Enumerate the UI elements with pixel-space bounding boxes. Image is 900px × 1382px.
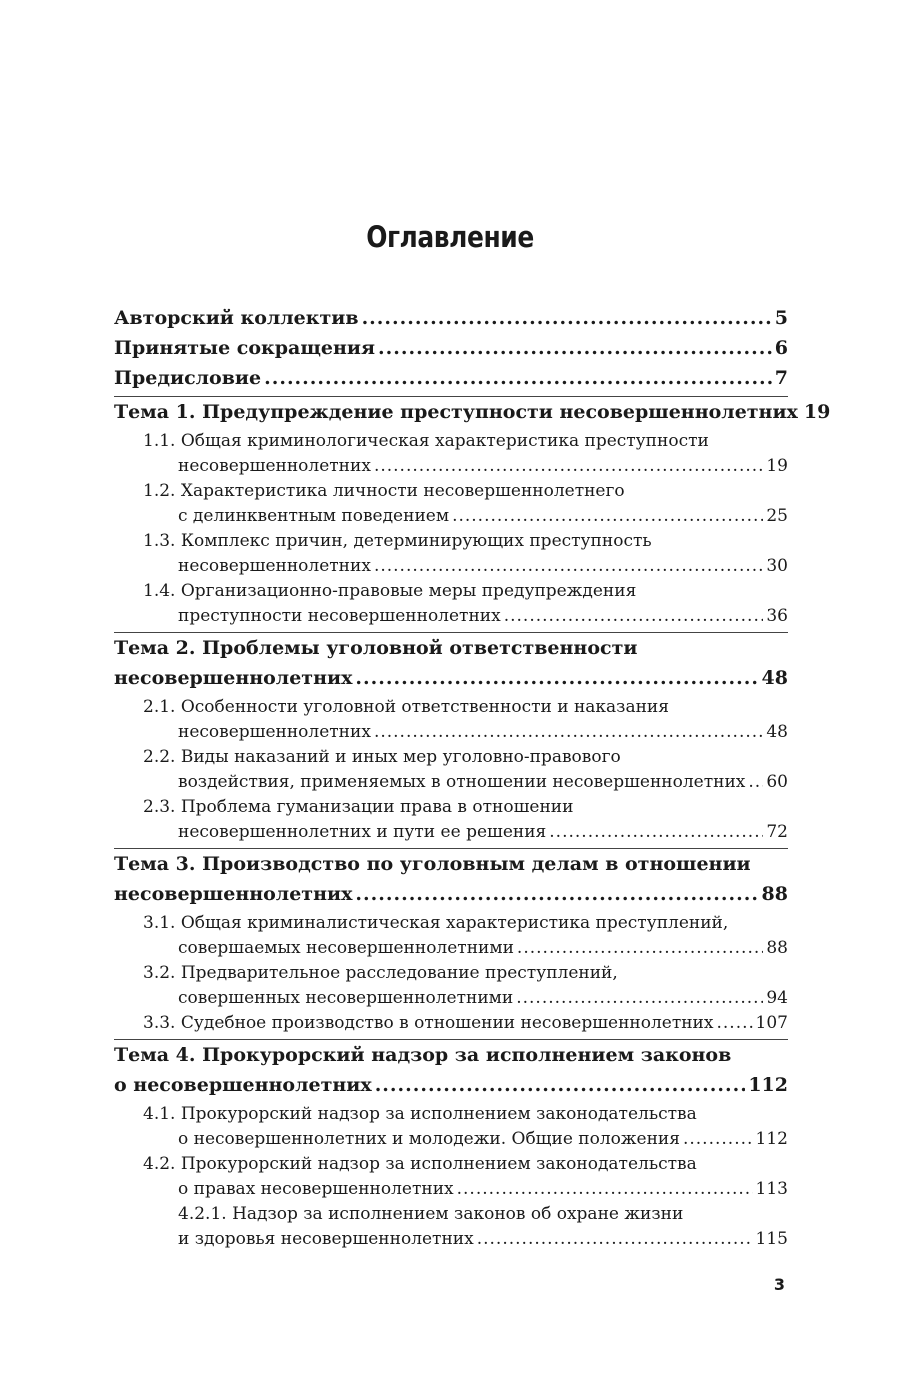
leader-dots bbox=[378, 333, 772, 363]
toc-page: 94 bbox=[766, 988, 788, 1008]
leader-dots bbox=[716, 1011, 752, 1036]
toc-page: 48 bbox=[761, 667, 788, 689]
toc-page: 107 bbox=[755, 1013, 788, 1033]
toc-page: 36 bbox=[766, 606, 788, 626]
leader-dots bbox=[683, 1127, 753, 1152]
toc-entry-title: о несовершеннолетних bbox=[114, 1074, 372, 1096]
toc-entry-line1: Тема 3. Производство по уголовным делам в отношении bbox=[114, 853, 751, 875]
toc-entry-abbreviations[interactable] bbox=[114, 333, 788, 363]
toc-subentry-1-1[interactable] bbox=[114, 429, 788, 479]
toc-subentry-1-3[interactable] bbox=[114, 529, 788, 579]
leader-dots bbox=[355, 879, 758, 909]
toc-subentry-line2: совершенных несовершеннолетними bbox=[178, 988, 514, 1008]
toc-page: 112 bbox=[755, 1129, 788, 1149]
toc-page: 19 bbox=[803, 401, 831, 423]
toc-page: 88 bbox=[766, 938, 788, 958]
toc-subentry-line2: о правах несовершеннолетних bbox=[178, 1179, 454, 1199]
toc-page: 25 bbox=[766, 506, 788, 526]
toc-topic-3[interactable] bbox=[114, 849, 788, 909]
leader-dots bbox=[549, 820, 763, 845]
toc-page: 60 bbox=[766, 772, 788, 792]
leader-dots bbox=[264, 363, 772, 393]
leader-dots bbox=[355, 663, 758, 693]
toc-subentry-line1: 1.4. Организационно-правовые меры предупреждения bbox=[143, 581, 637, 601]
toc-entry-title: Предисловие bbox=[114, 367, 262, 389]
toc-page: 48 bbox=[766, 722, 788, 742]
toc-subentry-line1: 1.3. Комплекс причин, детерминирующих преступность bbox=[143, 531, 652, 551]
toc-entry-authors[interactable] bbox=[114, 303, 788, 333]
toc-subentry-line1: 1.2. Характеристика личности несовершеннолетнего bbox=[143, 481, 625, 501]
toc-subentry-line2: совершаемых несовершеннолетними bbox=[178, 938, 514, 958]
toc-subentry-line1: 2.1. Особенности уголовной ответственности и наказания bbox=[143, 697, 669, 717]
toc-topic-2[interactable] bbox=[114, 633, 788, 693]
leader-dots bbox=[477, 1227, 753, 1252]
page-number: 3 bbox=[773, 1275, 785, 1294]
toc-subentry-3-2[interactable] bbox=[114, 961, 788, 1011]
toc-subentry-3-1[interactable] bbox=[114, 911, 788, 961]
toc-page: 115 bbox=[755, 1229, 788, 1249]
leader-dots bbox=[362, 303, 772, 333]
toc-subentry-2-1[interactable] bbox=[114, 695, 788, 745]
toc-entry-preface[interactable] bbox=[114, 363, 788, 393]
toc-entry-title: несовершеннолетних bbox=[114, 667, 353, 689]
leader-dots bbox=[374, 554, 763, 579]
toc-topic-4[interactable] bbox=[114, 1040, 788, 1100]
leader-dots bbox=[504, 604, 764, 629]
toc-subentry-line1: 2.3. Проблема гуманизации права в отношении bbox=[143, 797, 574, 817]
leader-dots bbox=[374, 720, 763, 745]
toc-subentry-line2: воздействия, применяемых в отношении несовершеннолетних bbox=[178, 772, 746, 792]
toc-subentry-4-2-1[interactable] bbox=[114, 1202, 788, 1252]
toc-page: 88 bbox=[761, 883, 788, 905]
toc-subentry-line1: 4.2.1. Надзор за исполнением законов об охране жизни bbox=[178, 1204, 684, 1224]
toc-subentry-line2: преступности несовершеннолетних bbox=[178, 606, 501, 626]
toc-subentry-4-1[interactable] bbox=[114, 1102, 788, 1152]
leader-dots bbox=[375, 1070, 746, 1100]
toc-subentry-line2: несовершеннолетних bbox=[178, 556, 371, 576]
toc-subentry-line2: несовершеннолетних bbox=[178, 722, 371, 742]
page-title: Оглавление bbox=[366, 220, 534, 254]
toc-topic-1[interactable] bbox=[114, 397, 831, 427]
toc-page: 7 bbox=[774, 367, 788, 389]
toc-subentry-line2: несовершеннолетних bbox=[178, 456, 371, 476]
toc-subentry-line2: 3.3. Судебное производство в отношении несовершеннолетних bbox=[143, 1013, 714, 1033]
toc-subentry-line1: 2.2. Виды наказаний и иных мер уголовно-правового bbox=[143, 747, 621, 767]
leader-dots bbox=[452, 504, 763, 529]
toc-subentry-line1: 3.1. Общая криминалистическая характеристика преступлений, bbox=[143, 913, 729, 933]
toc-subentry-line1: 4.1. Прокурорский надзор за исполнением законодательства bbox=[143, 1104, 697, 1124]
leader-dots bbox=[374, 454, 763, 479]
toc-subentry-2-2[interactable] bbox=[114, 745, 788, 795]
toc-page: 6 bbox=[774, 337, 788, 359]
toc-page: 113 bbox=[755, 1179, 788, 1199]
toc-subentry-3-3[interactable] bbox=[114, 1011, 788, 1036]
toc-subentry-line1: 3.2. Предварительное расследование преступлений, bbox=[143, 963, 618, 983]
leader-dots bbox=[517, 936, 763, 961]
toc-page: 5 bbox=[774, 307, 788, 329]
leader-dots bbox=[748, 770, 763, 795]
toc-entry-line1: Тема 2. Проблемы уголовной ответственности bbox=[114, 637, 638, 659]
toc-subentry-line2: несовершеннолетних и пути ее решения bbox=[178, 822, 547, 842]
toc-page: 72 bbox=[766, 822, 788, 842]
toc-page: 112 bbox=[748, 1074, 788, 1096]
toc-subentry-line1: 1.1. Общая криминологическая характеристика преступности bbox=[143, 431, 709, 451]
toc-subentry-2-3[interactable] bbox=[114, 795, 788, 845]
toc-page: 19 bbox=[766, 456, 788, 476]
toc-subentry-1-2[interactable] bbox=[114, 479, 788, 529]
toc-subentry-line2: о несовершеннолетних и молодежи. Общие положения bbox=[178, 1129, 680, 1149]
table-of-contents bbox=[114, 303, 831, 1254]
toc-subentry-line2: с делинквентным поведением bbox=[178, 506, 450, 526]
toc-subentry-1-4[interactable] bbox=[114, 579, 788, 629]
toc-page: 30 bbox=[766, 556, 788, 576]
toc-subentry-line2: и здоровья несовершеннолетних bbox=[178, 1229, 474, 1249]
toc-entry-title: Тема 1. Предупреждение преступности несовершеннолетних bbox=[114, 401, 798, 423]
toc-subentry-4-2[interactable] bbox=[114, 1152, 788, 1202]
toc-entry-title: Принятые сокращения bbox=[114, 337, 376, 359]
toc-entry-title: несовершеннолетних bbox=[114, 883, 353, 905]
toc-subentry-line1: 4.2. Прокурорский надзор за исполнением законодательства bbox=[143, 1154, 697, 1174]
toc-entry-title: Авторский коллектив bbox=[114, 307, 359, 329]
toc-entry-line1: Тема 4. Прокурорский надзор за исполнением законов bbox=[114, 1044, 732, 1066]
leader-dots bbox=[457, 1177, 753, 1202]
leader-dots bbox=[516, 986, 763, 1011]
